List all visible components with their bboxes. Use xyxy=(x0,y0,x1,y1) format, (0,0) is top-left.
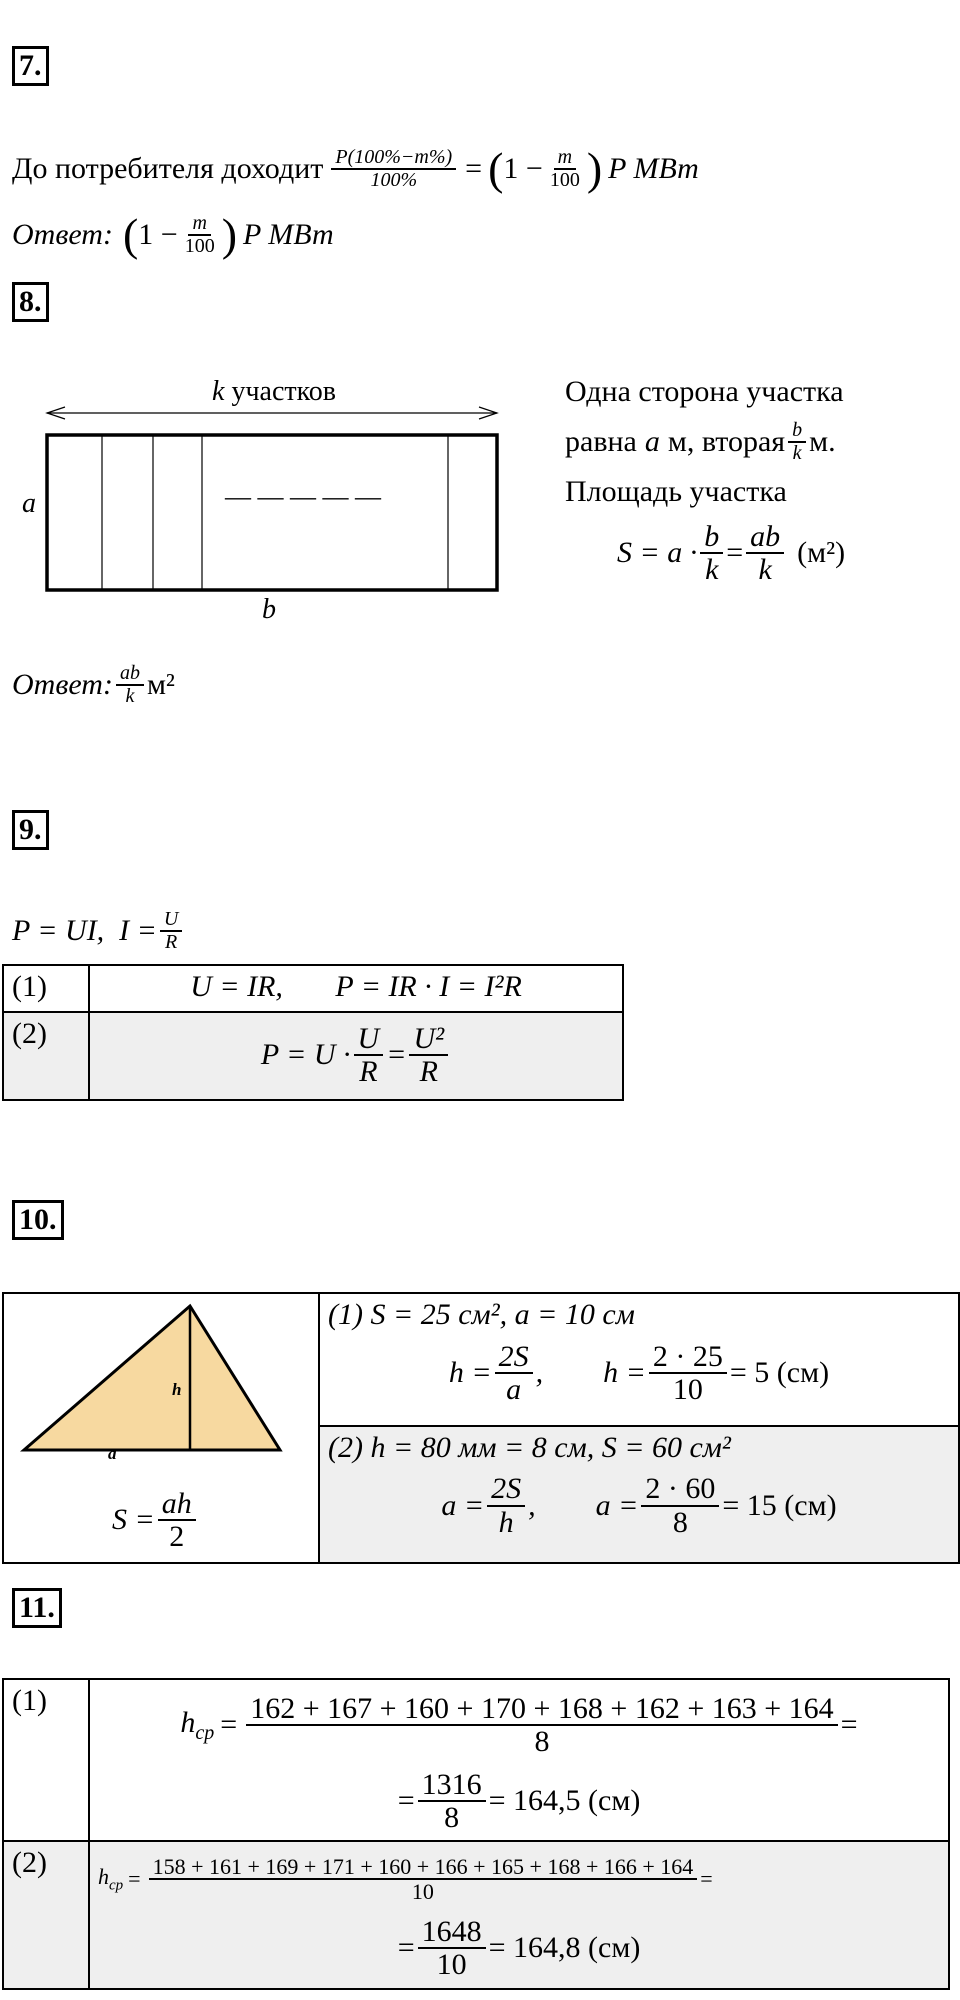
p9-row1-label: (1) xyxy=(3,965,89,1012)
p9-given-u: U xyxy=(160,909,182,932)
p8-answer-ab: ab xyxy=(116,663,144,686)
p8-answer-frac xyxy=(116,663,144,707)
p9-row2-eq: = xyxy=(386,1038,407,1071)
p11-row1-line1 xyxy=(98,1684,940,1766)
p11-row1-b-frac xyxy=(418,1769,486,1834)
p7-fraction xyxy=(331,147,456,191)
p8-dashes: — — — — — xyxy=(225,482,381,511)
p10-row2-d1: h xyxy=(498,1505,514,1539)
problem-8-number: 8. xyxy=(12,282,49,322)
p10-row2-mid: , a = xyxy=(528,1488,639,1522)
p11-h-sub: ср xyxy=(195,1721,215,1744)
p10-row1-d2: 10 xyxy=(672,1373,703,1406)
table-row xyxy=(3,1841,949,1989)
p11-row2-b-res: = 164,8 (см) xyxy=(488,1931,641,1964)
p9-row1-formula: U = IR, P = IR · I = I²R xyxy=(190,970,522,1003)
p8-explanation xyxy=(565,370,945,592)
p11-row1-eq-end: = xyxy=(840,1708,858,1741)
problem-7-answer xyxy=(12,200,334,270)
p8-formula-s: S = a · xyxy=(617,536,698,569)
p11-row2-label: (2) xyxy=(3,1841,89,1989)
p8-text2-pre: равна xyxy=(565,425,637,458)
p7-tail: P МВт xyxy=(608,152,699,185)
p8-top-text: участков xyxy=(231,376,337,407)
p10-row1-mid: , h = xyxy=(535,1356,646,1389)
p8-text2-mid: м, вторая xyxy=(667,425,786,458)
p10-tri-h-label: h xyxy=(172,1380,182,1399)
p10-row2-frac2 xyxy=(641,1473,719,1538)
p11-row2-eq: = xyxy=(128,1866,141,1891)
table-row xyxy=(3,965,623,1012)
p9-row2-d1: R xyxy=(359,1055,378,1088)
p9-row2-frac1 xyxy=(354,1023,384,1088)
p9-row2-formula xyxy=(98,1013,614,1097)
p8-side-a: a xyxy=(22,488,36,519)
p7-paren-right: ) xyxy=(586,143,603,194)
plot-outline xyxy=(47,435,497,590)
p7-m-fraction xyxy=(546,147,584,191)
p11-row1-line2 xyxy=(98,1766,940,1836)
p8-bottom-b: b xyxy=(262,594,276,625)
p10-triangle-cell xyxy=(3,1293,319,1563)
p11-h-var: h xyxy=(180,1705,196,1739)
p10-formula-frac xyxy=(158,1488,196,1553)
p10-formula-pre: S = xyxy=(112,1503,155,1536)
p11-row1-b-res: = 164,5 (см) xyxy=(488,1784,641,1817)
p9-row2-d2: R xyxy=(419,1055,438,1088)
p11-row1-b-den: 8 xyxy=(444,1801,460,1834)
p8-text2-frac xyxy=(788,420,806,464)
p7-one-minus: 1 − xyxy=(503,152,543,185)
p9-row2-n1: U xyxy=(354,1023,384,1057)
p7-frac-num: P(100%−m%) xyxy=(331,147,456,170)
p10-row2-given: (2) h = 80 мм = 8 см, S = 60 см² xyxy=(328,1430,731,1464)
p9-row2-pre: P = U · xyxy=(260,1038,351,1071)
p9-row2-frac2 xyxy=(409,1023,448,1088)
p7-ans-fraction xyxy=(181,213,219,257)
table-row xyxy=(3,1012,623,1100)
p11-row2-b-num: 1648 xyxy=(418,1916,486,1950)
p8-formula-eq: = xyxy=(726,536,744,569)
p10-row1-h: h = xyxy=(448,1356,492,1389)
problem-9-table xyxy=(2,964,624,1101)
p10-row1-given: (1) S = 25 см², a = 10 см xyxy=(328,1298,635,1331)
p7-ans-m: m xyxy=(188,213,210,236)
p10-row1-n2: 2 · 25 xyxy=(649,1341,727,1375)
p7-ans-paren-right: ) xyxy=(221,209,238,260)
p9-row2-label: (2) xyxy=(3,1012,89,1100)
p8-text1: Одна сторона участка xyxy=(565,375,844,408)
p11-row1-den: 8 xyxy=(534,1725,550,1758)
p10-row2-n1: 2S xyxy=(487,1473,525,1507)
p11-row2-den: 10 xyxy=(411,1879,434,1904)
p7-intro: До потребителя доходит xyxy=(12,152,324,185)
p11-row2-h xyxy=(98,1864,123,1894)
problem-10-number: 10. xyxy=(12,1200,64,1240)
p8-formula-ab: ab xyxy=(746,521,784,555)
p9-given-r: R xyxy=(165,931,178,953)
p10-area-formula xyxy=(112,1484,199,1556)
p8-frac-b: b xyxy=(788,420,806,443)
p11-row2-b-pre: = xyxy=(397,1931,415,1964)
p7-ans-one-minus: 1 − xyxy=(138,218,178,251)
p9-given-text: P = UI, I = xyxy=(12,914,157,947)
p9-row2-content xyxy=(89,1012,623,1100)
p11-row2-eq-end: = xyxy=(700,1866,713,1891)
p7-eq: = xyxy=(465,152,483,185)
p7-frac-den: 100% xyxy=(370,169,418,191)
p7-ans-hundred: 100 xyxy=(184,235,215,257)
p8-top-label xyxy=(210,376,338,408)
p9-row1-content xyxy=(89,965,623,1012)
p11-row1-eq: = xyxy=(220,1708,238,1741)
problem-9-number: 9. xyxy=(12,810,49,850)
p10-row2-d2: 8 xyxy=(672,1505,688,1539)
p8-frac-k: k xyxy=(792,442,802,464)
p10-row2-a: a = xyxy=(441,1488,485,1522)
p8-formula-frac1 xyxy=(700,521,723,586)
p10-formula-2: 2 xyxy=(169,1520,185,1553)
p11-row2-h-sub: ср xyxy=(109,1877,124,1894)
p8-formula-b: b xyxy=(700,521,723,555)
p8-text3: Площадь участка xyxy=(565,475,787,508)
p10-tri-a-label: a xyxy=(108,1444,117,1463)
p10-row2-frac1 xyxy=(487,1473,525,1538)
problem-10-table xyxy=(2,1292,960,1564)
p11-row1-b-pre: = xyxy=(397,1784,415,1817)
p7-hundred: 100 xyxy=(549,169,580,191)
p10-row1-n1: 2S xyxy=(495,1341,533,1375)
p10-row1-frac1 xyxy=(495,1341,533,1406)
p10-row2-formula xyxy=(328,1465,950,1547)
p8-formula-units: (м²) xyxy=(797,536,846,569)
p10-row1-formula xyxy=(328,1332,950,1414)
p10-row2-cell xyxy=(319,1426,959,1563)
p11-row1-frac xyxy=(246,1693,837,1758)
p9-given-frac xyxy=(160,909,182,953)
p7-m: m xyxy=(554,147,576,170)
p11-row1-label: (1) xyxy=(3,1679,89,1841)
p8-k: k xyxy=(212,376,225,407)
p8-text2-a: a xyxy=(644,425,660,458)
problem-7-number: 7. xyxy=(12,46,49,86)
p7-answer-tail: P МВт xyxy=(243,218,334,251)
p7-paren-left: ( xyxy=(488,143,504,194)
triangle-figure xyxy=(12,1300,312,1480)
table-row xyxy=(3,1293,959,1426)
p11-row2-content xyxy=(89,1841,949,1989)
p11-row2-frac xyxy=(149,1855,698,1903)
p11-row2-b-frac xyxy=(418,1916,486,1981)
p11-row2-line1 xyxy=(98,1846,940,1912)
p9-row2-n2: U² xyxy=(409,1023,448,1057)
p11-row2-b-den: 10 xyxy=(436,1948,467,1981)
p11-row2-line2 xyxy=(98,1912,940,1984)
problem-11-number: 11. xyxy=(12,1588,62,1628)
p10-row1-cell xyxy=(319,1293,959,1426)
p8-answer-k: k xyxy=(125,685,135,707)
p8-formula-frac2 xyxy=(746,521,784,586)
p11-row1-b-num: 1316 xyxy=(418,1769,486,1803)
p11-row1-num: 162 + 167 + 160 + 170 + 168 + 162 + 163 + 164 xyxy=(246,1693,837,1727)
p8-area-formula xyxy=(617,514,945,592)
triangle-shape xyxy=(24,1306,280,1450)
p8-formula-k2: k xyxy=(758,553,772,586)
p8-answer-units: м² xyxy=(146,668,175,701)
p10-row1-d1: a xyxy=(506,1373,522,1406)
p8-answer-label: Ответ: xyxy=(12,668,113,701)
p11-row2-h-var: h xyxy=(98,1863,109,1889)
p8-text2-post: м. xyxy=(809,425,836,458)
p8-formula-k: k xyxy=(705,553,719,586)
p10-row2-n2: 2 · 60 xyxy=(641,1473,719,1507)
p10-row1-res: = 5 (см) xyxy=(729,1356,830,1389)
problem-8-answer xyxy=(12,650,175,720)
p10-formula-ah: ah xyxy=(158,1488,196,1522)
p10-row2-res: = 15 (см) xyxy=(722,1488,837,1522)
problem-11-table xyxy=(2,1678,950,1990)
problem-9-given xyxy=(12,900,185,962)
table-row xyxy=(3,1679,949,1841)
p11-row1-h xyxy=(180,1706,214,1745)
p11-row2-num: 158 + 161 + 169 + 171 + 160 + 166 + 165 + 168 + 166 + 164 xyxy=(149,1855,698,1880)
problem-7-statement xyxy=(12,132,699,206)
p7-answer-label: Ответ: xyxy=(12,218,113,251)
p8-text2 xyxy=(565,414,945,470)
p7-ans-paren-left: ( xyxy=(122,209,139,260)
p10-row1-frac2 xyxy=(649,1341,727,1406)
p11-row1-content xyxy=(89,1679,949,1841)
